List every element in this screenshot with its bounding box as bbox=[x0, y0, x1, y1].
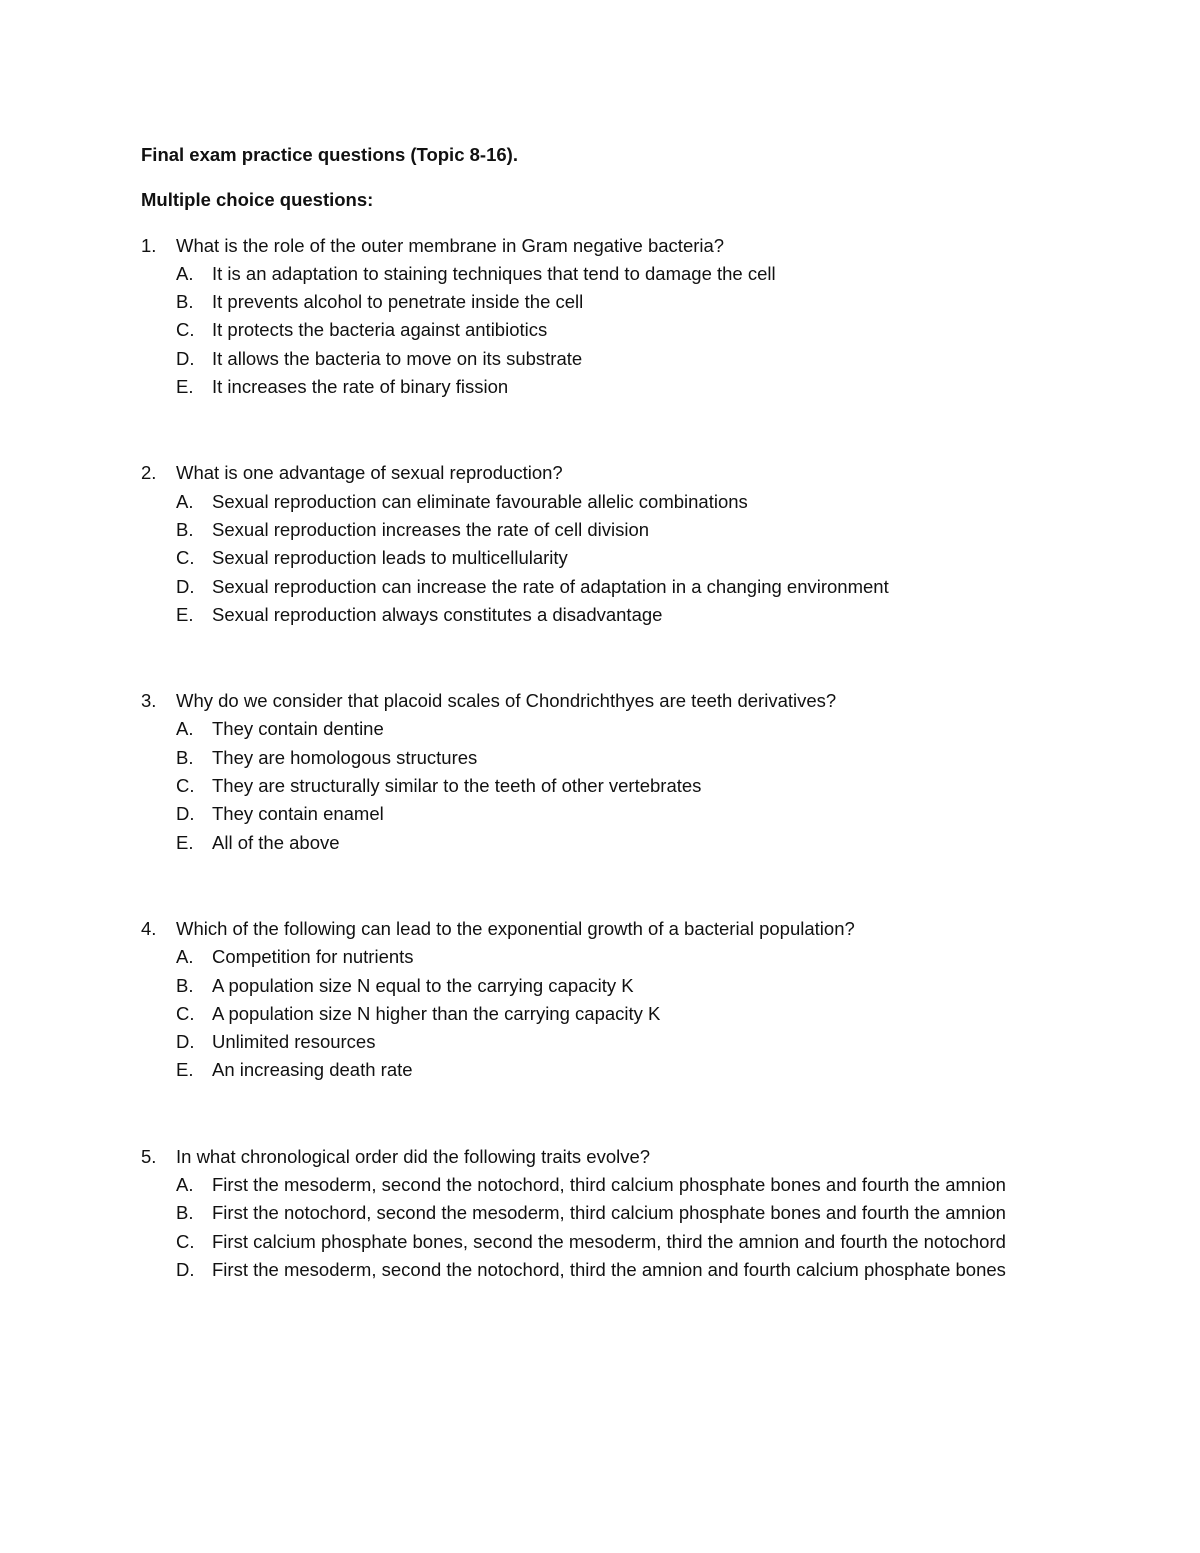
question-list bbox=[141, 232, 1041, 1285]
option-text: They contain dentine bbox=[212, 718, 384, 740]
answer-option bbox=[176, 772, 1041, 800]
question-text: Why do we consider that placoid scales of Chondrichthyes are teeth derivatives? bbox=[176, 690, 837, 712]
answer-option bbox=[176, 516, 1041, 544]
option-text: First calcium phosphate bones, second the mesoderm, third the amnion and fourth the notochord bbox=[212, 1230, 1006, 1252]
option-text: It is an adaptation to staining techniques that tend to damage the cell bbox=[212, 262, 776, 284]
option-text: A population size N equal to the carrying capacity K bbox=[212, 974, 634, 996]
question-stem bbox=[141, 687, 1041, 715]
answer-option bbox=[176, 345, 1041, 373]
option-letter: C. bbox=[176, 1002, 195, 1024]
answer-option bbox=[176, 715, 1041, 743]
question-number: 5. bbox=[141, 1145, 157, 1167]
option-letter: D. bbox=[176, 575, 195, 597]
answer-option bbox=[176, 1228, 1041, 1256]
answer-option bbox=[176, 260, 1041, 288]
option-letter: A. bbox=[176, 946, 194, 968]
document-title: Final exam practice questions (Topic 8-16). bbox=[141, 144, 518, 165]
question-stem bbox=[141, 459, 1041, 487]
option-letter: E. bbox=[176, 831, 194, 853]
answer-option bbox=[176, 544, 1041, 572]
option-text: First the mesoderm, second the notochord, third the amnion and fourth calcium phosphate bones bbox=[212, 1258, 1006, 1280]
question-item bbox=[141, 1143, 1041, 1284]
answer-option bbox=[176, 1171, 1041, 1199]
question-number: 1. bbox=[141, 234, 157, 256]
option-text: An increasing death rate bbox=[212, 1059, 413, 1081]
question-number: 4. bbox=[141, 917, 157, 939]
option-letter: E. bbox=[176, 1059, 194, 1081]
option-text: Sexual reproduction always constitutes a disadvantage bbox=[212, 603, 663, 625]
option-letter: D. bbox=[176, 1258, 195, 1280]
option-text: It increases the rate of binary fission bbox=[212, 376, 509, 398]
option-letter: D. bbox=[176, 803, 195, 825]
option-letter: B. bbox=[176, 518, 194, 540]
option-text: It allows the bacteria to move on its substrate bbox=[212, 347, 583, 369]
question-text: What is one advantage of sexual reproduction? bbox=[176, 462, 563, 484]
option-text: They are homologous structures bbox=[212, 746, 478, 768]
answer-option bbox=[176, 488, 1041, 516]
option-letter: B. bbox=[176, 291, 194, 313]
option-text: They contain enamel bbox=[212, 803, 384, 825]
option-letter: A. bbox=[176, 490, 194, 512]
question-number: 3. bbox=[141, 690, 157, 712]
option-letter: C. bbox=[176, 775, 195, 797]
answer-option bbox=[176, 800, 1041, 828]
option-text: It prevents alcohol to penetrate inside the cell bbox=[212, 291, 584, 313]
question-item bbox=[141, 232, 1041, 402]
option-letter: D. bbox=[176, 1031, 195, 1053]
answer-option bbox=[176, 1028, 1041, 1056]
answer-option bbox=[176, 943, 1041, 971]
question-stem bbox=[141, 232, 1041, 260]
document-content bbox=[141, 141, 1041, 1284]
answer-option bbox=[176, 373, 1041, 401]
option-letter: C. bbox=[176, 319, 195, 341]
answer-option bbox=[176, 972, 1041, 1000]
option-text: It protects the bacteria against antibiotics bbox=[212, 319, 548, 341]
question-item bbox=[141, 687, 1041, 857]
option-list bbox=[141, 715, 1041, 856]
option-list bbox=[141, 260, 1041, 401]
answer-option bbox=[176, 744, 1041, 772]
option-letter: A. bbox=[176, 718, 194, 740]
option-text: Sexual reproduction can eliminate favourable allelic combinations bbox=[212, 490, 748, 512]
option-letter: A. bbox=[176, 262, 194, 284]
option-letter: B. bbox=[176, 746, 194, 768]
question-item bbox=[141, 915, 1041, 1085]
answer-option bbox=[176, 1056, 1041, 1084]
option-letter: C. bbox=[176, 547, 195, 569]
answer-option bbox=[176, 573, 1041, 601]
option-text: Competition for nutrients bbox=[212, 946, 414, 968]
question-item bbox=[141, 459, 1041, 629]
question-stem bbox=[141, 1143, 1041, 1171]
answer-option bbox=[176, 1000, 1041, 1028]
answer-option bbox=[176, 1199, 1041, 1227]
option-letter: B. bbox=[176, 974, 194, 996]
option-text: Sexual reproduction increases the rate of cell division bbox=[212, 518, 650, 540]
question-text: Which of the following can lead to the exponential growth of a bacterial population? bbox=[176, 917, 855, 939]
option-text: First the notochord, second the mesoderm, third calcium phosphate bones and fourth the amnion bbox=[212, 1202, 1006, 1224]
option-list bbox=[141, 1171, 1041, 1284]
option-letter: E. bbox=[176, 376, 194, 398]
question-text: What is the role of the outer membrane in Gram negative bacteria? bbox=[176, 234, 725, 256]
question-text: In what chronological order did the following traits evolve? bbox=[176, 1145, 651, 1167]
answer-option bbox=[176, 316, 1041, 344]
option-list bbox=[141, 943, 1041, 1084]
option-letter: B. bbox=[176, 1202, 194, 1224]
option-letter: D. bbox=[176, 347, 195, 369]
answer-option bbox=[176, 601, 1041, 629]
answer-option bbox=[176, 288, 1041, 316]
question-number: 2. bbox=[141, 462, 157, 484]
option-text: Sexual reproduction can increase the rate of adaptation in a changing environment bbox=[212, 575, 889, 597]
option-letter: C. bbox=[176, 1230, 195, 1252]
option-text: They are structurally similar to the teeth of other vertebrates bbox=[212, 775, 702, 797]
answer-option bbox=[176, 1256, 1041, 1284]
option-list bbox=[141, 488, 1041, 629]
option-letter: A. bbox=[176, 1174, 194, 1196]
option-text: First the mesoderm, second the notochord, third calcium phosphate bones and fourth the amnion bbox=[212, 1174, 1006, 1196]
option-text: Sexual reproduction leads to multicellularity bbox=[212, 547, 568, 569]
option-letter: E. bbox=[176, 603, 194, 625]
option-text: All of the above bbox=[212, 831, 340, 853]
section-heading: Multiple choice questions: bbox=[141, 189, 374, 211]
answer-option bbox=[176, 829, 1041, 857]
question-stem bbox=[141, 915, 1041, 943]
option-text: A population size N higher than the carrying capacity K bbox=[212, 1002, 661, 1024]
option-text: Unlimited resources bbox=[212, 1031, 376, 1053]
